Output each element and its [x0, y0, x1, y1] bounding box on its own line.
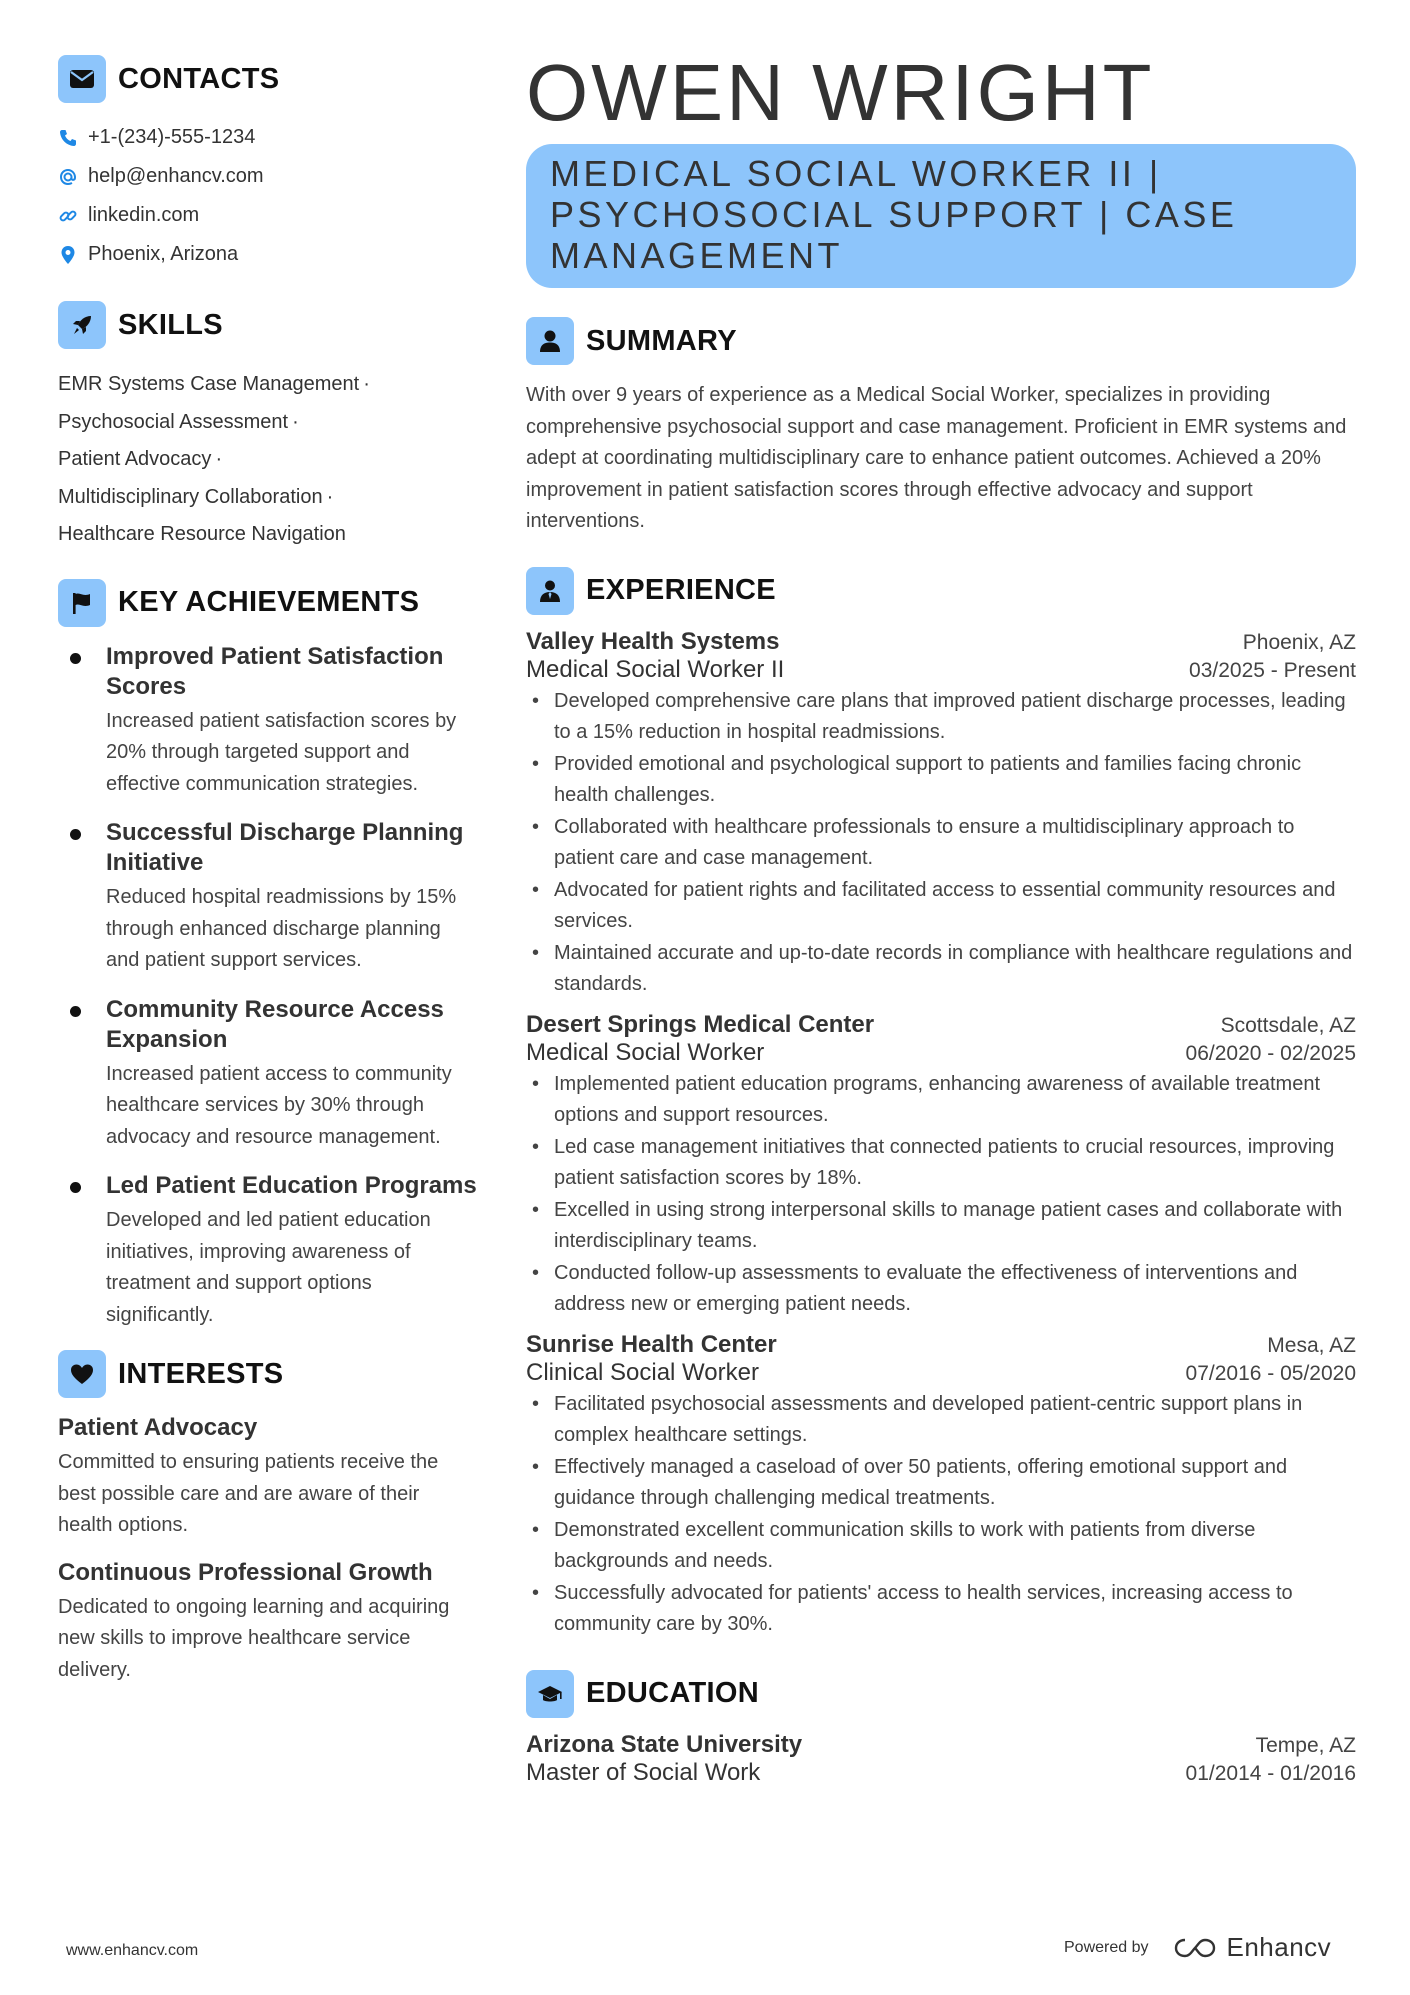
- skill-item: Healthcare Resource Navigation: [58, 523, 346, 545]
- achievement-title: Community Resource Access Expansion: [106, 995, 444, 1053]
- job-header-row: [526, 1331, 1356, 1359]
- achievement-desc: Developed and led patient education initiatives, improving awareness of treatment and support options significantly.: [106, 1209, 431, 1326]
- job-role-row: [526, 656, 1356, 684]
- enhancv-logo-icon: [1173, 1935, 1217, 1961]
- link-icon: [58, 206, 88, 226]
- job-location: Mesa, AZ: [1267, 1333, 1356, 1357]
- interest-title: Patient Advocacy: [58, 1414, 258, 1441]
- skill-item: Patient Advocacy ·: [58, 448, 223, 470]
- job-bullet: • Demonstrated excellent communication skills to work with patients from diverse backgrounds and needs.: [526, 1515, 1356, 1578]
- interests-section-header: [58, 1349, 478, 1399]
- job-dates: 06/2020 - 02/2025: [1185, 1041, 1356, 1065]
- phone-text: +1-(234)-555-1234: [88, 126, 256, 148]
- company-name: Desert Springs Medical Center: [526, 1010, 875, 1038]
- job-title-banner: MEDICAL SOCIAL WORKER II | PSYCHOSOCIAL SUPPORT | CASE MANAGEMENT: [526, 144, 1356, 288]
- skill-item: EMR Systems Case Management ·: [58, 373, 370, 395]
- education-degree-row: [526, 1759, 1356, 1787]
- job-entry: [526, 628, 1356, 1001]
- summary-heading: SUMMARY: [586, 324, 737, 357]
- education-section-header: [526, 1669, 1356, 1719]
- achievement-title: Improved Patient Satisfaction Scores: [106, 642, 444, 700]
- achievement-item: [58, 642, 478, 801]
- linkedin-text: linkedin.com: [88, 204, 200, 226]
- job-role: Clinical Social Worker: [526, 1358, 759, 1386]
- phone-icon: [58, 128, 88, 148]
- company-name: Sunrise Health Center: [526, 1330, 777, 1358]
- school-name: Arizona State University: [526, 1730, 803, 1758]
- businessperson-icon: [526, 567, 574, 615]
- footer-branding[interactable]: [1064, 1932, 1331, 1963]
- summary-section-header: [526, 316, 1356, 366]
- job-dates: 07/2016 - 05/2020: [1185, 1361, 1356, 1385]
- job-role: Medical Social Worker: [526, 1038, 765, 1066]
- skill-item: Psychosocial Assessment ·: [58, 410, 299, 433]
- contact-phone[interactable]: [58, 118, 478, 157]
- job-bullet: • Conducted follow-up assessments to evaluate the effectiveness of interventions and address new or emerging patient needs.: [526, 1258, 1356, 1321]
- experience-heading: EXPERIENCE: [586, 574, 776, 606]
- skill-item: Multidisciplinary Collaboration ·: [58, 485, 334, 508]
- achievement-title: Led Patient Education Programs: [106, 1172, 477, 1199]
- job-bullet: • Effectively managed a caseload of over 50 patients, offering emotional support and guidance through challenging medical treatments.: [526, 1452, 1356, 1515]
- graduation-cap-icon: [526, 1670, 574, 1718]
- interest-item: [58, 1558, 478, 1687]
- contacts-heading: CONTACTS: [118, 62, 280, 95]
- location-text: Phoenix, Arizona: [88, 243, 239, 265]
- achievements-heading: KEY ACHIEVEMENTS: [118, 586, 420, 618]
- rocket-icon: [58, 301, 106, 349]
- job-bullet: • Advocated for patient rights and facilitated access to essential community resources and services.: [526, 875, 1356, 938]
- skills-heading: SKILLS: [118, 308, 223, 341]
- job-entry: [526, 1331, 1356, 1641]
- achievement-item: [58, 995, 478, 1154]
- job-location: Phoenix, AZ: [1242, 630, 1356, 654]
- achievements-section-header: [58, 578, 478, 628]
- job-header-row: [526, 1011, 1356, 1039]
- contacts-section-header: [58, 54, 478, 104]
- contact-list: [58, 118, 478, 274]
- footer-website[interactable]: www.enhancv.com: [66, 1942, 199, 1959]
- job-bullet: • Led case management initiatives that connected patients to crucial resources, improving patient satisfaction scores by 18%.: [526, 1132, 1356, 1195]
- bullet-dot: [70, 1182, 81, 1193]
- degree: Master of Social Work: [526, 1758, 761, 1786]
- heart-icon: [58, 1350, 106, 1398]
- at-sign-icon: [58, 167, 88, 187]
- interest-desc: Committed to ensuring patients receive the best possible care and are aware of their health options.: [58, 1451, 439, 1536]
- job-bullets: [526, 1389, 1356, 1641]
- job-bullet: • Implemented patient education programs, enhancing awareness of available treatment options and support resources.: [526, 1069, 1356, 1132]
- contact-linkedin[interactable]: [58, 196, 478, 235]
- summary-text: With over 9 years of experience as a Medical Social Worker, specializes in providing comprehensive psychosocial support and case management. Proficient in EMR systems and adept at coordinating multidisciplinary care to enhance patient outcomes. Achieved a 20% improvement in patient satisfaction scores through effective advocacy and support interventions.: [526, 384, 1347, 532]
- interest-desc: Dedicated to ongoing learning and acquiring new skills to improve healthcare service delivery.: [58, 1595, 450, 1681]
- job-entry: [526, 1011, 1356, 1321]
- flag-icon: [58, 579, 106, 627]
- school-location: Tempe, AZ: [1255, 1733, 1356, 1757]
- experience-section-header: [526, 566, 1356, 616]
- job-bullet: • Successfully advocated for patients' access to health services, increasing access to community care by 30%.: [526, 1578, 1356, 1641]
- interest-title: Continuous Professional Growth: [58, 1558, 433, 1586]
- job-role-row: [526, 1359, 1356, 1387]
- achievements-list: [58, 642, 478, 1332]
- company-name: Valley Health Systems: [526, 627, 780, 655]
- job-header-row: [526, 628, 1356, 656]
- education-entry: [526, 1731, 1356, 1787]
- job-bullet: • Developed comprehensive care plans that improved patient discharge processes, leading to a 15% reduction in hospital readmissions.: [526, 686, 1356, 749]
- achievement-item: [58, 1171, 478, 1331]
- job-bullet: • Collaborated with healthcare professionals to ensure a multidisciplinary approach to patient care and case management.: [526, 812, 1356, 875]
- job-bullets: [526, 686, 1356, 1001]
- job-bullet: • Facilitated psychosocial assessments and developed patient-centric support plans in complex healthcare settings.: [526, 1389, 1356, 1452]
- contact-location: [58, 235, 478, 274]
- achievement-item: [58, 818, 478, 977]
- bullet-dot: [70, 829, 81, 840]
- email-text: help@enhancv.com: [88, 165, 264, 187]
- bullet-dot: [70, 653, 81, 664]
- person-icon: [526, 317, 574, 365]
- job-location: Scottsdale, AZ: [1220, 1013, 1356, 1037]
- achievement-desc: Increased patient satisfaction scores by 20% through targeted support and effective communication strategies.: [106, 709, 457, 795]
- left-column: [58, 54, 478, 1702]
- location-pin-icon: [58, 245, 88, 265]
- job-bullet: • Excelled in using strong interpersonal skills to manage patient cases and collaborate with interdisciplinary teams.: [526, 1195, 1356, 1258]
- candidate-name: OWEN WRIGHT: [526, 48, 1155, 137]
- right-column: [526, 48, 1356, 1787]
- achievement-desc: Increased patient access to community healthcare services by 30% through advocacy and resource management.: [106, 1062, 452, 1148]
- education-dates: 01/2014 - 01/2016: [1185, 1761, 1356, 1785]
- bullet-dot: [70, 1006, 81, 1017]
- job-role: Medical Social Worker II: [526, 655, 785, 683]
- skills-list: [58, 366, 478, 554]
- education-heading: EDUCATION: [586, 1677, 759, 1709]
- interests-heading: INTERESTS: [118, 1357, 284, 1390]
- contact-email[interactable]: [58, 157, 478, 196]
- skills-section-header: [58, 300, 478, 350]
- brand-name: Enhancv: [1226, 1932, 1332, 1962]
- envelope-icon: [58, 55, 106, 103]
- achievement-title: Successful Discharge Planning Initiative: [106, 819, 464, 876]
- education-header-row: [526, 1731, 1356, 1759]
- achievement-desc: Reduced hospital readmissions by 15% through enhanced discharge planning and patient support services.: [106, 886, 457, 971]
- enhancv-logo: [1173, 1932, 1332, 1963]
- job-bullet: • Maintained accurate and up-to-date records in compliance with healthcare regulations and standards.: [526, 938, 1356, 1001]
- job-dates: 03/2025 - Present: [1189, 658, 1356, 682]
- job-bullet: • Provided emotional and psychological support to patients and families facing chronic health challenges.: [526, 749, 1356, 812]
- interest-item: [58, 1413, 478, 1542]
- interests-list: [58, 1413, 478, 1686]
- job-role-row: [526, 1039, 1356, 1067]
- job-bullets: [526, 1069, 1356, 1321]
- powered-by-label: Powered by: [1064, 1938, 1149, 1956]
